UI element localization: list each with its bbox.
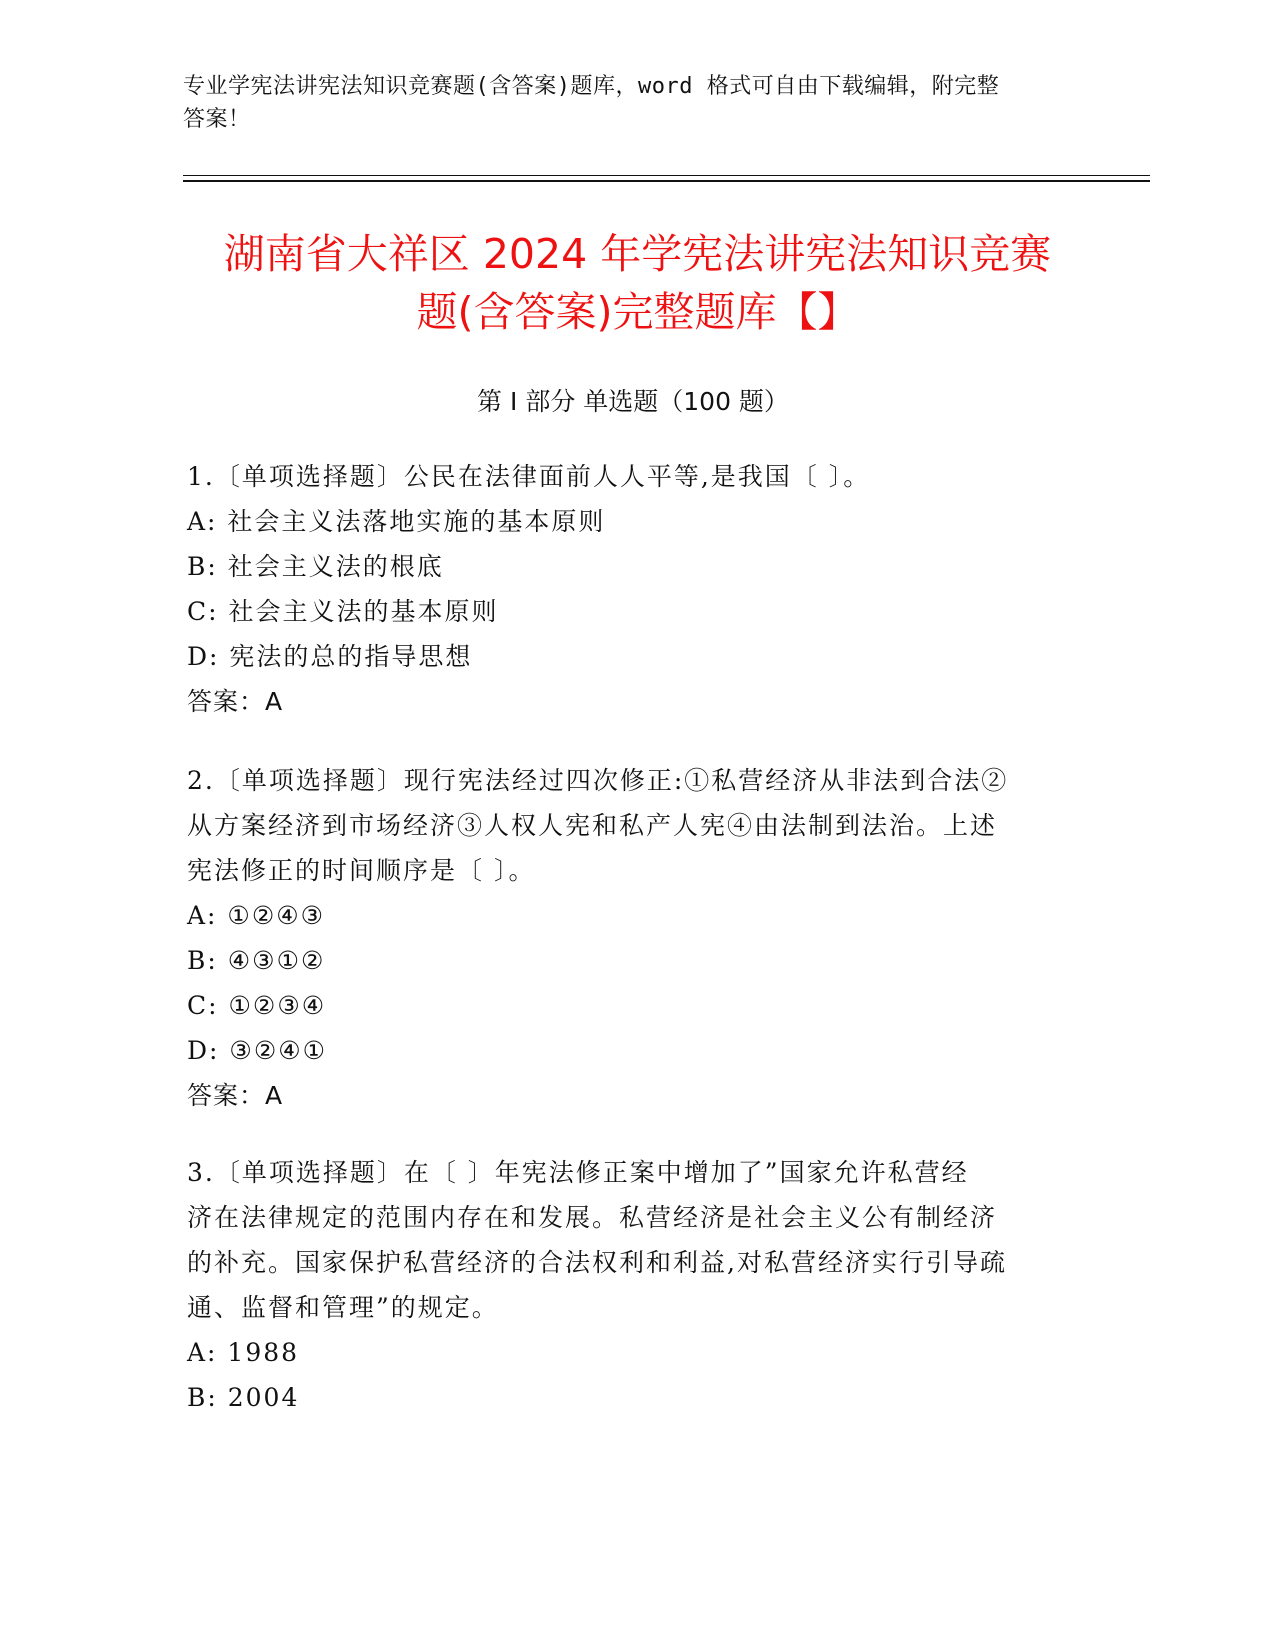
question-option: C: ①②③④ xyxy=(187,991,327,1020)
question-option: C: 社会主义法的基本原则 xyxy=(187,597,499,626)
question-2 xyxy=(187,758,1087,1118)
header-divider-thin xyxy=(183,175,1150,176)
title-line: 题(含答案)完整题库【】 xyxy=(416,288,859,336)
header-note-line: 答案！ xyxy=(183,107,251,132)
question-1 xyxy=(187,454,1087,724)
document-title xyxy=(160,225,1115,341)
question-option: D: ③②④① xyxy=(187,1036,328,1065)
question-option: D: 宪法的总的指导思想 xyxy=(187,642,473,671)
question-3 xyxy=(187,1150,1087,1420)
question-option: A: 1988 xyxy=(187,1338,300,1367)
question-option: B: 社会主义法的根底 xyxy=(187,552,444,581)
question-stem: 济在法律规定的范围内存在和发展。私营经济是社会主义公有制经济 xyxy=(187,1203,998,1232)
header-divider-thick xyxy=(183,180,1150,182)
question-answer: 答案：A xyxy=(187,687,284,716)
question-option: A: ①②④③ xyxy=(187,901,326,930)
question-answer: 答案：A xyxy=(187,1081,284,1110)
question-stem: 3.〔单项选择题〕在〔 〕年宪法修正案中增加了”国家允许私营经 xyxy=(187,1158,969,1187)
question-stem: 宪法修正的时间顺序是〔 〕。 xyxy=(187,856,536,885)
question-stem: 通、监督和管理”的规定。 xyxy=(187,1293,499,1322)
question-option: B: 2004 xyxy=(187,1383,300,1412)
title-line: 湖南省大祥区 2024 年学宪法讲宪法知识竞赛 xyxy=(223,230,1052,278)
question-stem: 的补充。国家保护私营经济的合法权利和利益,对私营经济实行引导疏 xyxy=(187,1248,1007,1277)
section-title: 第 I 部分 单选题（100 题） xyxy=(477,387,789,416)
question-option: A: 社会主义法落地实施的基本原则 xyxy=(187,507,606,536)
header-note-line: 专业学宪法讲宪法知识竞赛题(含答案)题库，word 格式可自由下载编辑，附完整 xyxy=(183,74,1000,99)
question-option: B: ④③①② xyxy=(187,946,326,975)
question-stem: 2.〔单项选择题〕现行宪法经过四次修正:①私营经济从非法到合法② xyxy=(187,766,1009,795)
question-stem: 从方案经济到市场经济③人权人宪和私产人宪④由法制到法治。上述 xyxy=(187,811,998,840)
header-note xyxy=(183,70,1083,136)
question-stem: 1.〔单项选择题〕公民在法律面前人人平等,是我国〔 〕。 xyxy=(187,462,871,491)
